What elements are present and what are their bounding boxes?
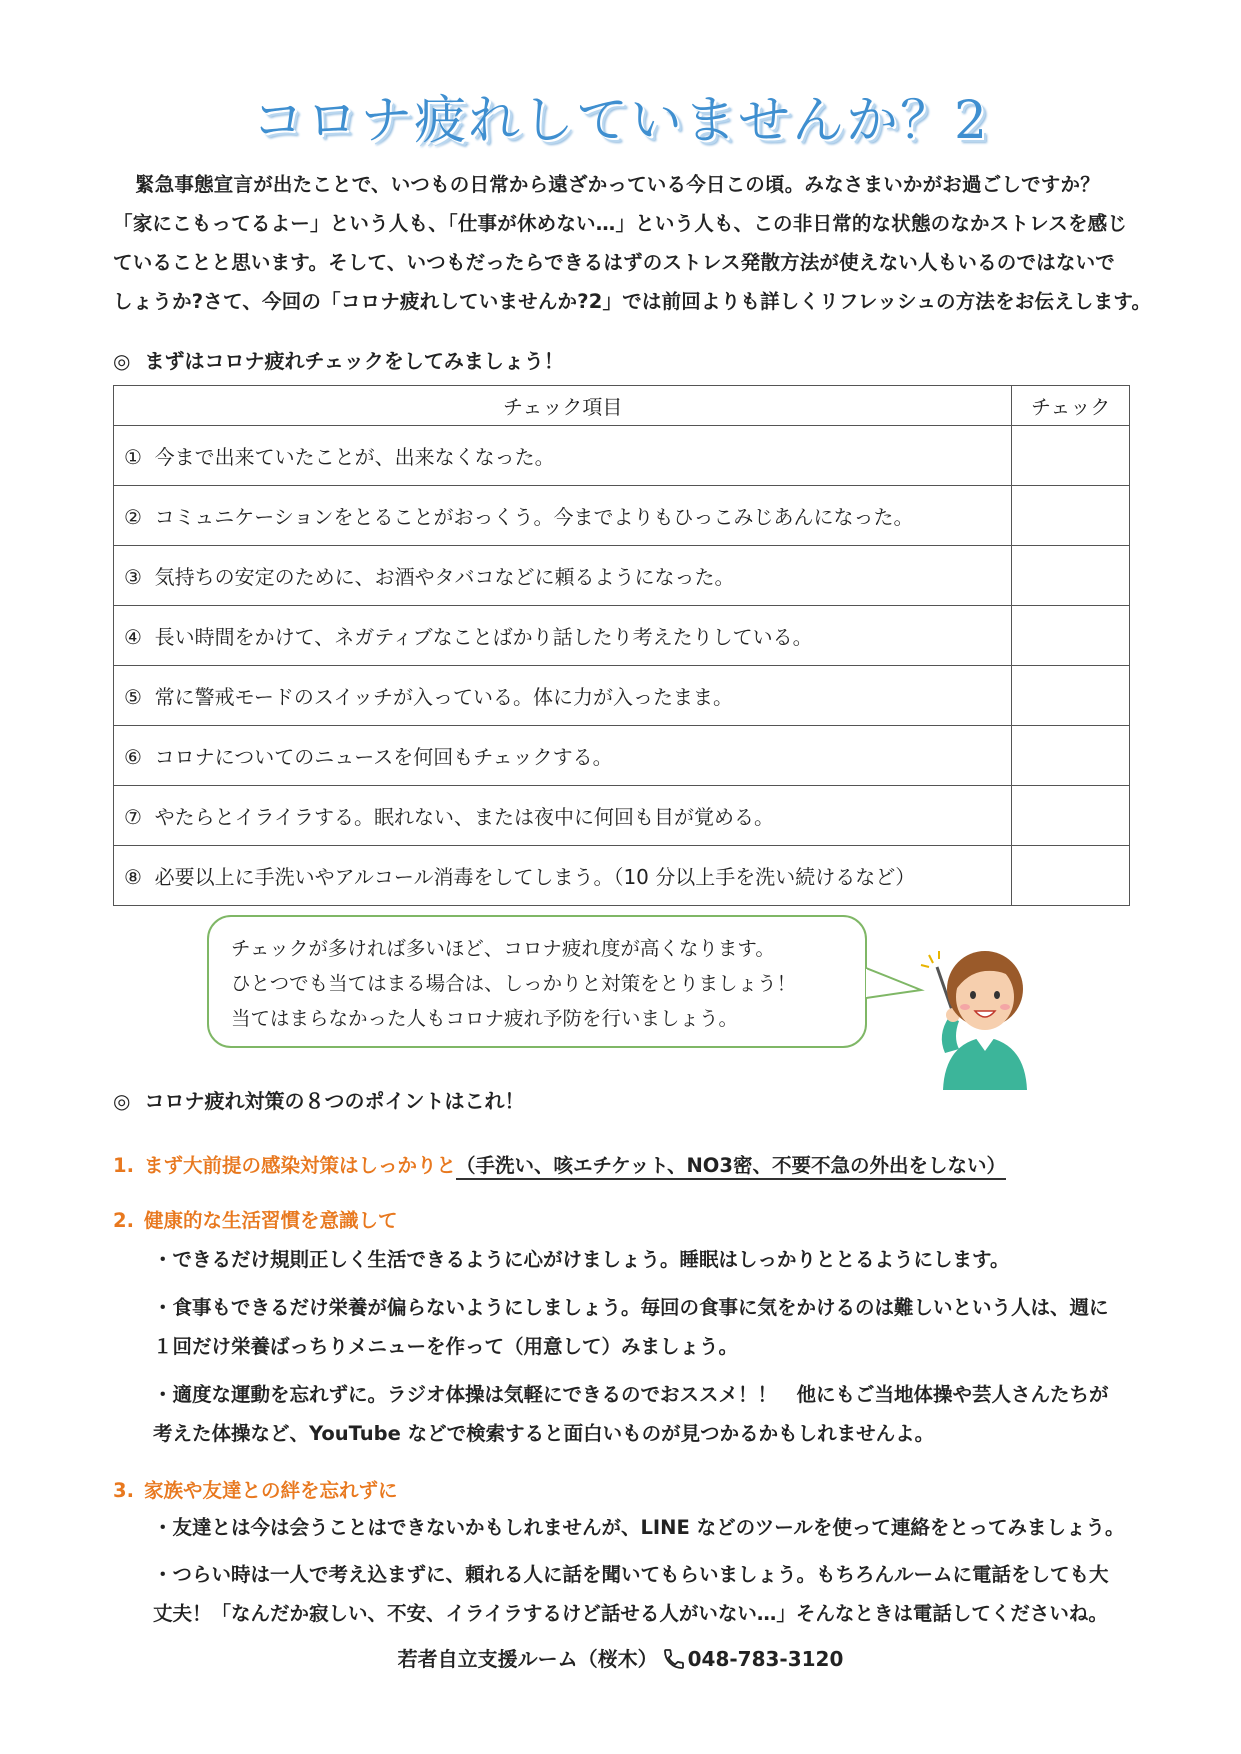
check-item-cell xyxy=(114,426,1012,486)
point-2 xyxy=(113,1205,398,1233)
table-row xyxy=(114,726,1130,786)
item-number: ③ xyxy=(124,565,142,589)
point-number: 3. xyxy=(113,1479,134,1502)
check-box-cell[interactable] xyxy=(1012,786,1130,846)
bullet-line: ・つらい時は一人で考え込まずに、頼れる人に話を聞いてもらいましょう。もちろんルームに電話をしても大 xyxy=(153,1563,1109,1586)
point-1 xyxy=(113,1150,1006,1178)
check-box-cell[interactable] xyxy=(1012,726,1130,786)
check-table xyxy=(113,385,1130,906)
item-number: ① xyxy=(124,445,142,469)
bullet-item xyxy=(153,1375,1109,1453)
check-box-cell[interactable] xyxy=(1012,426,1130,486)
bullet-item xyxy=(153,1288,1109,1366)
organization-name: 若者自立支援ルーム（桜木） xyxy=(397,1647,658,1671)
point-note: （手洗い、咳エチケット、NO3密、不要不急の外出をしない） xyxy=(456,1154,1006,1180)
intro-line: 「家にこもってるよー」という人も、「仕事が休めない…」という人も、この非日常的な状態のなかストレスを感じ xyxy=(113,212,1128,235)
bullet-item xyxy=(153,1240,1009,1279)
points-heading-text: コロナ疲れ対策の８つのポイントはこれ！ xyxy=(144,1089,525,1113)
table-header-row xyxy=(114,386,1130,426)
bullet-line: ・できるだけ規則正しく生活できるように心がけましょう。睡眠はしっかりととるようにします。 xyxy=(153,1248,1010,1271)
item-number: ④ xyxy=(124,625,142,649)
bubble-line: チェックが多ければ多いほど、コロナ疲れ度が高くなります。 xyxy=(231,937,775,960)
check-item-cell xyxy=(114,726,1012,786)
bullet-line: ・適度な運動を忘れずに。ラジオ体操は気軽にできるのでおススメ！！ 他にもご当地体操や芸人さんたちが xyxy=(153,1383,1109,1406)
phone-icon xyxy=(662,1647,686,1671)
check-box-cell[interactable] xyxy=(1012,546,1130,606)
bullet-line: ・友達とは今は会うことはできないかもしれませんが、LINE などのツールを使って連絡をとってみましょう。 xyxy=(153,1516,1125,1539)
item-text: 気持ちの安定のために、お酒やタバコなどに頼るようになった。 xyxy=(154,565,735,589)
intro-paragraph xyxy=(113,165,1152,321)
item-number: ⑧ xyxy=(124,865,142,889)
check-item-cell xyxy=(114,846,1012,906)
table-row xyxy=(114,666,1130,726)
point-title: まず大前提の感染対策はしっかりと xyxy=(143,1154,456,1177)
table-row xyxy=(114,786,1130,846)
item-number: ⑦ xyxy=(124,805,142,829)
point-number: 2. xyxy=(113,1209,134,1232)
item-text: コミュニケーションをとることがおっくう。今までよりもひっこみじあんになった。 xyxy=(154,505,914,529)
point-3 xyxy=(113,1475,398,1503)
woman-illustration-icon xyxy=(915,925,1055,1090)
intro-line: しょうか?さて、今回の「コロナ疲れしていませんか?2」では前回よりも詳しくリフレッシュの方法をお伝えします。 xyxy=(113,290,1152,313)
table-row xyxy=(114,846,1130,906)
item-number: ⑥ xyxy=(124,745,142,769)
check-box-cell[interactable] xyxy=(1012,606,1130,666)
bubble-line: ひとつでも当てはまる場合は、しっかりと対策をとりましょう！ xyxy=(231,972,797,995)
check-item-cell xyxy=(114,606,1012,666)
point-number: 1. xyxy=(113,1154,134,1177)
check-item-cell xyxy=(114,786,1012,846)
bullet-line: ・食事もできるだけ栄養が偏らないようにしましょう。毎回の食事に気をかけるのは難しいという人は、週に xyxy=(153,1296,1109,1319)
item-number: ⑤ xyxy=(124,685,142,709)
item-text: やたらとイライラする。眠れない、または夜中に何回も目が覚める。 xyxy=(154,805,775,829)
footer-contact xyxy=(0,1643,1241,1672)
check-box-cell[interactable] xyxy=(1012,666,1130,726)
points-section-heading xyxy=(113,1085,524,1114)
item-text: コロナについてのニュースを何回もチェックする。 xyxy=(154,745,613,769)
bullet-item xyxy=(153,1508,1124,1547)
item-text: 常に警戒モードのスイッチが入っている。体に力が入ったまま。 xyxy=(154,685,734,709)
check-box-cell[interactable] xyxy=(1012,846,1130,906)
item-text: 必要以上に手洗いやアルコール消毒をしてしまう。（10 分以上手を洗い続けるなど） xyxy=(154,865,916,889)
bullet-item xyxy=(153,1555,1109,1633)
page-title: コロナ疲れしていませんか？2 xyxy=(251,91,990,151)
check-item-cell xyxy=(114,666,1012,726)
double-circle-icon: ◎ xyxy=(113,349,131,373)
intro-line: 緊急事態宣言が出たことで、いつもの日常から遠ざかっている今日この頃。みなさまいかがお過ごしですか？ xyxy=(135,173,1100,196)
item-text: 長い時間をかけて、ネガティブなことばかり話したり考えたりしている。 xyxy=(154,625,813,649)
check-box-cell[interactable] xyxy=(1012,486,1130,546)
bubble-line: 当てはまらなかった人もコロナ疲れ予防を行いましょう。 xyxy=(231,1007,739,1030)
bullet-line: １回だけ栄養ばっちりメニューを作って（用意して）みましょう。 xyxy=(153,1335,739,1358)
double-circle-icon: ◎ xyxy=(113,1089,131,1113)
point-title: 家族や友達との絆を忘れずに xyxy=(143,1479,398,1502)
table-row xyxy=(114,426,1130,486)
check-item-cell xyxy=(114,546,1012,606)
table-row xyxy=(114,486,1130,546)
item-number: ② xyxy=(124,505,142,529)
header-check: チェック xyxy=(1012,386,1130,426)
check-heading-text: まずはコロナ疲れチェックをしてみましょう！ xyxy=(144,349,564,373)
point-title: 健康的な生活習慣を意識して xyxy=(143,1209,398,1232)
check-item-cell xyxy=(114,486,1012,546)
header-check-item: チェック項目 xyxy=(114,386,1012,426)
speech-bubble xyxy=(207,915,867,1048)
check-section-heading xyxy=(113,345,564,374)
table-row xyxy=(114,606,1130,666)
bullet-line: 考えた体操など、YouTube などで検索すると面白いものが見つかるかもしれませんよ。 xyxy=(153,1422,935,1445)
intro-line: ていることと思います。そして、いつもだったらできるはずのストレス発散方法が使えない人もいるのではないで xyxy=(113,251,1115,274)
bullet-line: 丈夫！「なんだか寂しい、不安、イライラするけど話せる人がいない…」そんなときは電話してくださいね。 xyxy=(153,1602,1108,1625)
table-row xyxy=(114,546,1130,606)
phone-number[interactable]: 048-783-3120 xyxy=(687,1647,844,1671)
item-text: 今まで出来ていたことが、出来なくなった。 xyxy=(154,445,555,469)
